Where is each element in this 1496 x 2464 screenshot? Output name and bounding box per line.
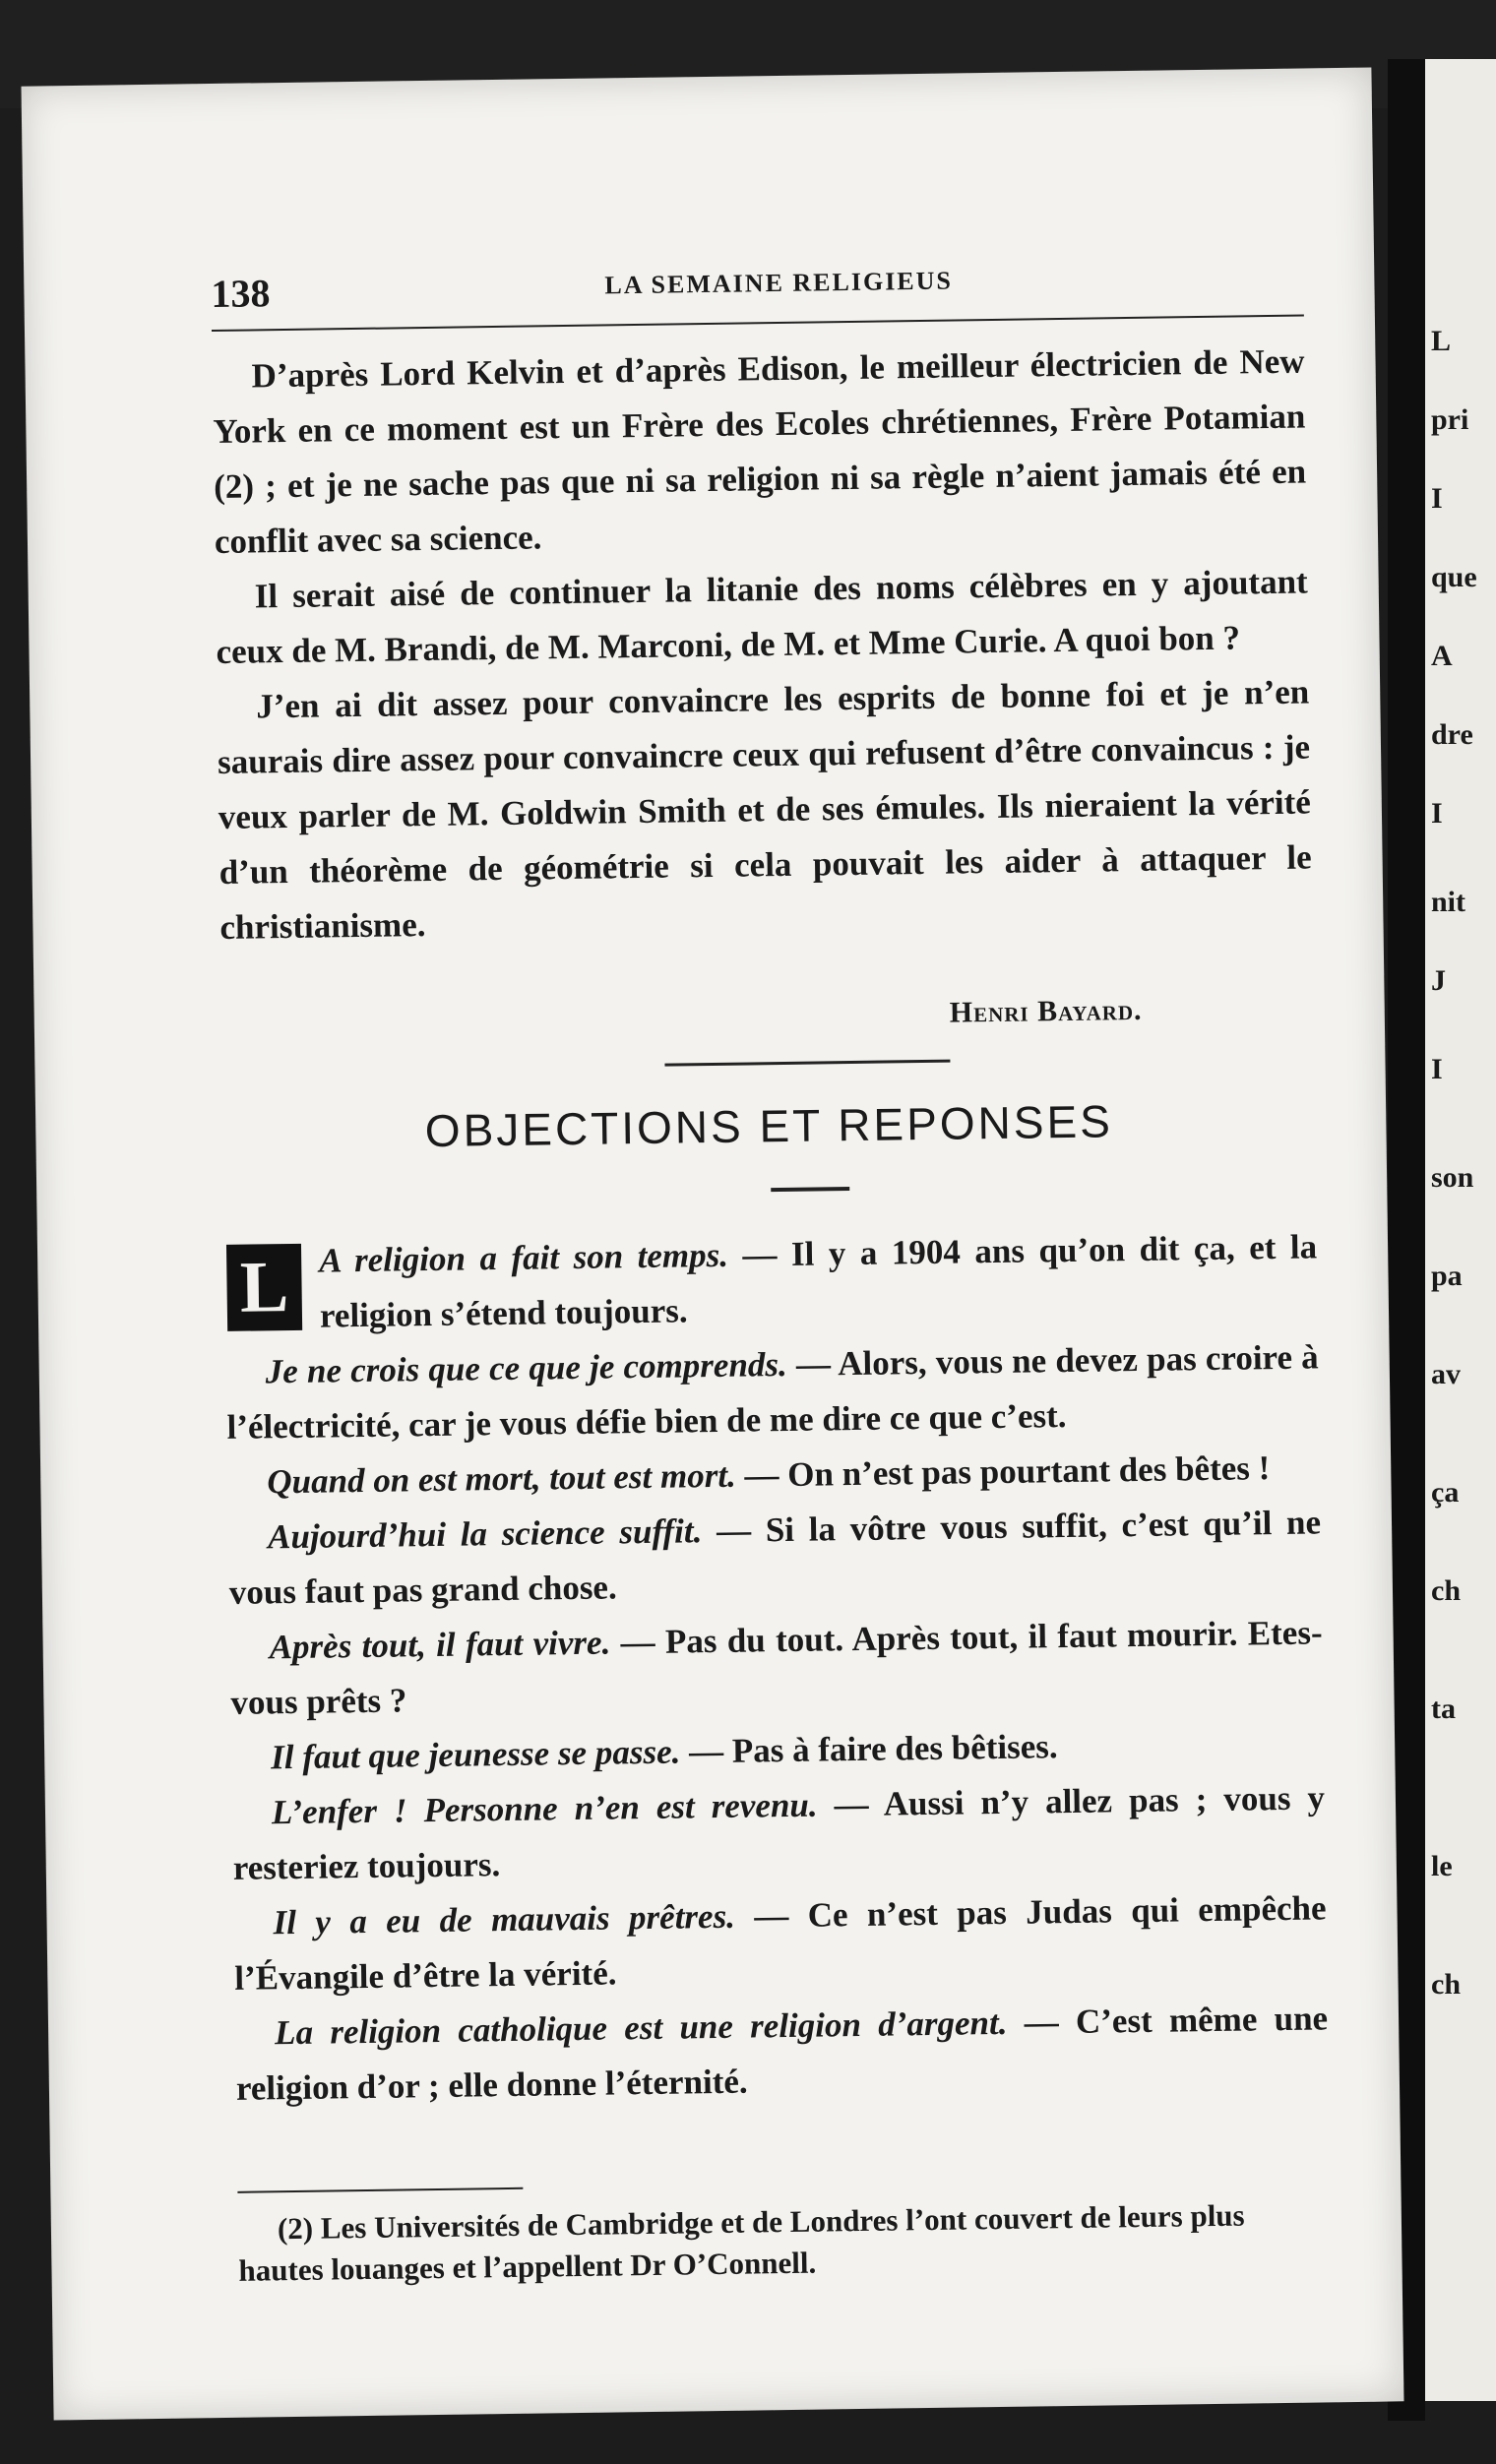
objection-text: Il faut que jeunesse se passe. bbox=[270, 1732, 681, 1777]
facing-page-fragment: pri bbox=[1431, 403, 1469, 436]
objection-item bbox=[233, 1880, 1327, 2005]
facing-page-fragment: I bbox=[1431, 1053, 1443, 1085]
facing-page-fragment: ch bbox=[1431, 1574, 1461, 1607]
facing-page-fragment: ça bbox=[1431, 1476, 1460, 1509]
facing-page-fragment: L bbox=[1431, 325, 1452, 357]
facing-page-fragment: le bbox=[1431, 1850, 1453, 1882]
objection-item bbox=[225, 1329, 1319, 1454]
running-title: LA SEMAINE RELIGIEUS bbox=[604, 266, 954, 300]
objection-item bbox=[235, 1991, 1329, 2116]
facing-page-fragment: J bbox=[1431, 964, 1446, 997]
reply-text: — On n’est pas pourtant des bêtes ! bbox=[735, 1448, 1271, 1495]
reply-text: — Alors, vous ne devez pas croire à l’électricité, car je vous défie bien de me dire ce que c’est. bbox=[226, 1337, 1319, 1447]
objection-text: Il y a eu de mauvais prêtres. bbox=[273, 1896, 736, 1942]
paragraph: D’après Lord Kelvin et d’après Edison, le meilleur électricien de New York en ce moment est un Frère des Ecoles chrétiennes, Frère Potamian (2) ; et je ne sache pas que ni sa religion ni sa règle n’aient jamais été en conflit avec sa science. bbox=[213, 341, 1307, 561]
reply-text: — C’est même une religion d’or ; elle donne l’éternité. bbox=[235, 1999, 1329, 2108]
reply-text: — Si la vôtre vous suffit, c’est qu’il ne vous faut pas grand chose. bbox=[228, 1503, 1322, 1612]
objection-text: Quand on est mort, tout est mort. bbox=[267, 1455, 737, 1502]
objections-list bbox=[224, 1219, 1329, 2116]
objection-item bbox=[228, 1495, 1322, 1620]
facing-page-fragment: I bbox=[1431, 482, 1443, 515]
objection-text: Je ne crois que ce que je comprends. bbox=[265, 1344, 788, 1391]
reply-text: — Il y a 1904 ans qu’on dit ça, et la religion s’étend toujours. bbox=[319, 1227, 1318, 1335]
book-page bbox=[22, 68, 1404, 2421]
drop-cap: L bbox=[226, 1244, 302, 1331]
objection-text: La religion catholique est une religion d’argent. bbox=[274, 2002, 1008, 2053]
facing-page-fragment: A bbox=[1431, 640, 1453, 672]
reply-text: — Ce n’est pas Judas qui empêche l’Évangile d’être la vérité. bbox=[234, 1888, 1327, 1998]
reply-text: — Aussi n’y allez pas ; vous y resteriez toujours. bbox=[232, 1778, 1326, 1887]
facing-page-fragment: que bbox=[1431, 561, 1477, 593]
running-head bbox=[211, 255, 1324, 320]
facing-page-fragment: son bbox=[1431, 1161, 1474, 1194]
facing-page-fragment: nit bbox=[1431, 886, 1466, 918]
objection-text: L’enfer ! Personne n’en est revenu. bbox=[271, 1785, 818, 1832]
objection-item bbox=[224, 1219, 1318, 1344]
footnote-rule bbox=[237, 2187, 523, 2193]
paragraph: Il serait aisé de continuer la litanie des noms célèbres en y ajoutant ceux de M. Brandi, de M. Marconi, de M. et Mme Curie. A quoi bon ? bbox=[216, 562, 1308, 671]
facing-page-fragment: av bbox=[1431, 1358, 1461, 1390]
footnote: (2) Les Universités de Cambridge et de Londres l’ont couvert de leurs plus hautes louanges et l’appellent Dr O’Connell. bbox=[238, 2197, 1245, 2288]
facing-page-fragment: ch bbox=[1431, 1968, 1461, 2001]
facing-page-fragment: I bbox=[1431, 797, 1443, 830]
objection-text: Aujourd’hui la science suffit. bbox=[267, 1511, 703, 1557]
paragraph: J’en ai dit assez pour convaincre les esprits de bonne foi et je n’en saurais dire assez pour convaincre ceux qui refusent d’être convaincus : je veux parler de M. Goldwin Smith et de ses émules. Ils nieraient la vérité d’un théorème de géométrie si cela pouvait les aider à attaquer le christianisme. bbox=[217, 672, 1312, 947]
author-signature: Henri Bayard. bbox=[949, 993, 1143, 1029]
section-title: OBJECTIONS ET REPONSES bbox=[424, 1095, 1114, 1157]
facing-page-fragment: dre bbox=[1431, 718, 1473, 751]
title-dash bbox=[771, 1187, 849, 1192]
page-number: 138 bbox=[211, 271, 271, 317]
objection-item bbox=[229, 1605, 1323, 1730]
objection-text: A religion a fait son temps. bbox=[318, 1235, 729, 1280]
facing-page-edge bbox=[1425, 59, 1496, 2401]
objection-item bbox=[232, 1770, 1326, 1895]
objection-text: Après tout, il faut vivre. bbox=[269, 1623, 611, 1667]
article-body bbox=[212, 335, 1312, 955]
facing-page-fragment: ta bbox=[1431, 1693, 1456, 1725]
reply-text: — Pas à faire des bêtises. bbox=[680, 1727, 1058, 1771]
section-divider bbox=[664, 1060, 950, 1067]
facing-page-fragment: pa bbox=[1431, 1260, 1463, 1292]
reply-text: — Pas du tout. Après tout, il faut mourir. Etes-vous prêts ? bbox=[230, 1613, 1323, 1722]
